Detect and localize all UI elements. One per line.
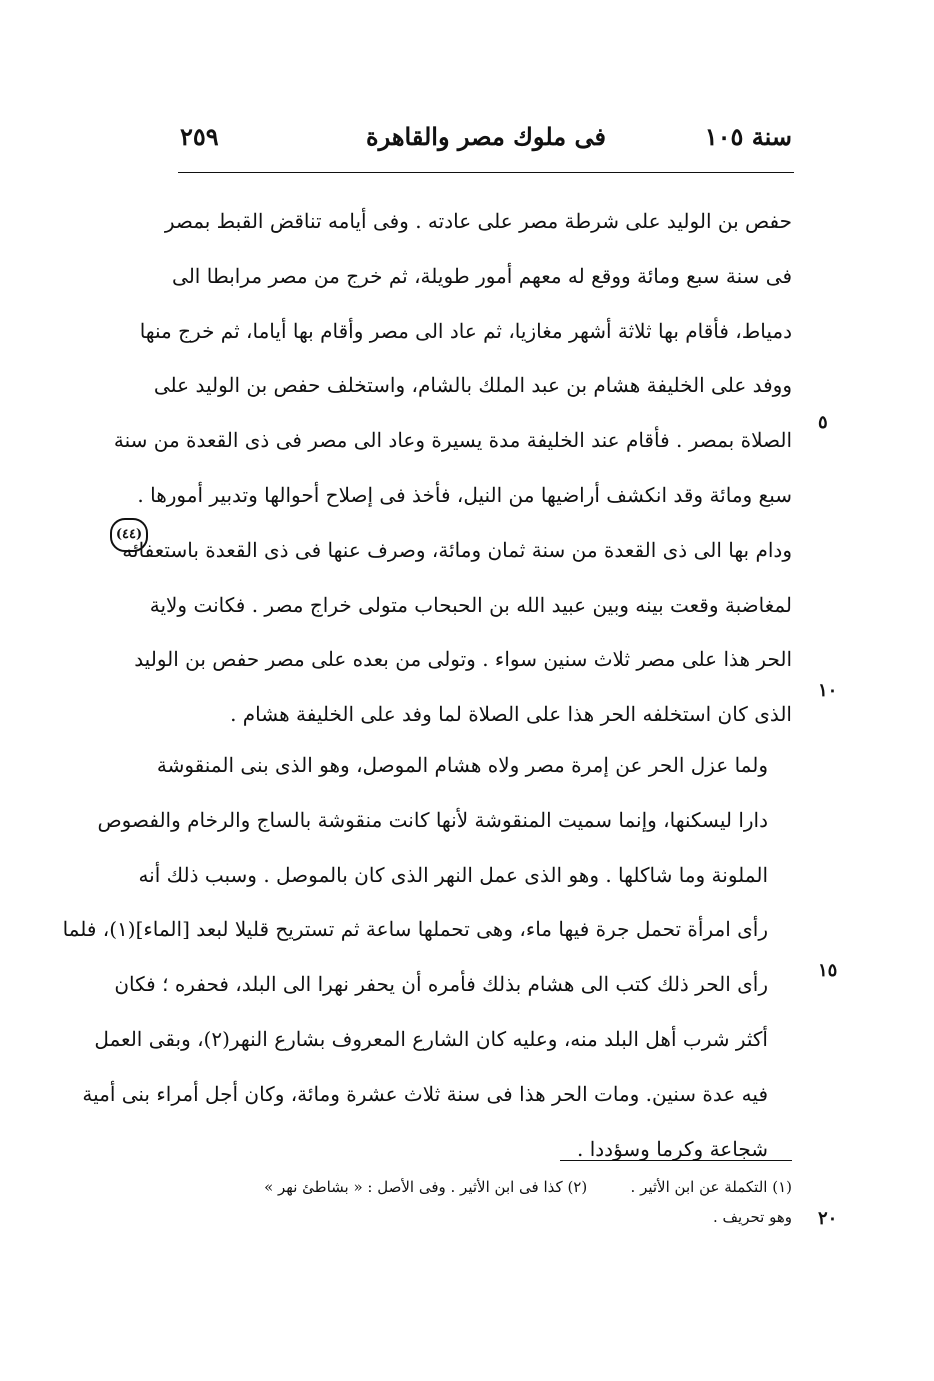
- text-line: حفص بن الوليد على شرطة مصر على عادته . وفى أيامه تناقض القبط بمصر: [164, 209, 792, 233]
- text-line: سبع ومائة وقد انكشف أراضيها من النيل، فأخذ فى إصلاح أحوالها وتدبير أمورها .: [137, 482, 792, 507]
- footnote-row: [180, 1172, 792, 1202]
- footnotes: [180, 1172, 792, 1232]
- footnote-2-continuation: وهو تحريف .: [712, 1208, 792, 1226]
- footnote-2: (٢) كذا فى ابن الأثير . وفى الأصل : « بشاطئ نهر »: [264, 1178, 588, 1196]
- text-line: رأى الحر ذلك كتب الى هشام بذلك فأمره أن يحفر نهرا الى البلد، فحفره ؛ فكان: [114, 972, 768, 997]
- header-rule: [178, 172, 794, 173]
- line-number-10: ١٠: [818, 680, 838, 701]
- footnote-1: (١) التكملة عن ابن الأثير .: [630, 1178, 792, 1196]
- text-line: الحر هذا على مصر ثلاث سنين سواء . وتولى من بعده على مصر حفص بن الوليد: [134, 647, 792, 672]
- paragraph-2: [62, 738, 792, 1176]
- page-header: [180, 122, 792, 162]
- header-title: فى ملوك مصر والقاهرة: [366, 122, 606, 151]
- text-line: دارا ليسكنها، وإنما سميت المنقوشة لأنها كانت منقوشة بالساج والرخام والفصوص: [97, 807, 768, 832]
- text-line: لمغاضبة وقعت بينه وبين عبيد الله بن الحبحاب متولى خراج مصر . فكانت ولاية: [149, 592, 792, 617]
- text-line: الذى كان استخلفه الحر هذا على الصلاة لما وفد على الخليفة هشام .: [230, 702, 792, 727]
- text-line: ووفد على الخليفة هشام بن عبد الملك بالشام، واستخلف حفص بن الوليد على: [153, 373, 792, 398]
- text-line: دمياط، فأقام بها ثلاثة أشهر مغازيا، ثم عاد الى مصر وأقام بها أياما، ثم خرج منها: [139, 318, 792, 343]
- text-line: رأى امرأة تحمل جرة فيها ماء، وهى تحملها ساعة ثم تستريح قليلا لبعد [الماء](١)، فلما: [62, 917, 768, 942]
- text-line: الملونة وما شاكلها . وهو الذى عمل النهر الذى كان بالموصل . وسبب ذلك أنه: [138, 862, 768, 887]
- text-line: شجاعة وكرما وسؤددا .: [577, 1136, 768, 1161]
- line-number-20: ٢٠: [818, 1208, 838, 1229]
- text-line: الصلاة بمصر . فأقام عند الخليفة مدة يسيرة وعاد الى مصر فى ذى القعدة من سنة: [113, 428, 792, 453]
- footnote-rule: [560, 1160, 792, 1161]
- text-line: ولما عزل الحر عن إمرة مصر ولاه هشام الموصل، وهو الذى بنى المنقوشة: [156, 753, 768, 777]
- line-number-15: ١٥: [818, 960, 838, 981]
- original-page-marker: (٤٤): [110, 518, 148, 552]
- text-line: فيه عدة سنين. ومات الحر هذا فى سنة ثلاث عشرة ومائة، وكان أجل أمراء بنى أمية: [82, 1081, 768, 1106]
- header-year: سنة ١٠٥: [704, 122, 792, 151]
- text-line: فى سنة سبع ومائة ووقع له معهم أمور طويلة، ثم خرج من مصر مرابطا الى: [172, 263, 792, 288]
- text-line: أكثر شرب أهل البلد منه، وعليه كان الشارع المعروف بشارع النهر(٢)، وبقى العمل: [94, 1026, 768, 1051]
- line-number-5: ٥: [818, 412, 828, 433]
- text-line: ودام بها الى ذى القعدة من سنة ثمان ومائة، وصرف عنها فى ذى القعدة باستعفائه: [122, 537, 792, 562]
- page-number: ٢٥٩: [180, 122, 219, 151]
